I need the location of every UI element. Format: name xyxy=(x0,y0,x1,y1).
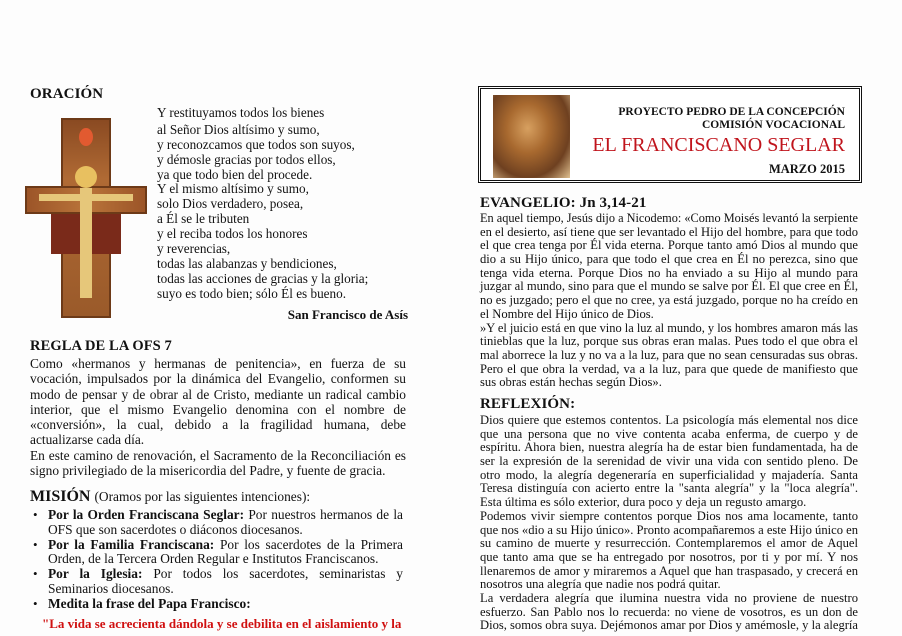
text-line: en el desierto, así tiene que ser levantado el Hijo del hombre, para que todo xyxy=(480,224,858,239)
bulletin-header xyxy=(478,86,862,183)
text-line: vocación, impulsados por la dinámica del Evangelio, conformen su xyxy=(30,371,406,387)
mision-item-line xyxy=(48,538,403,553)
text-line: Podemos vivir siempre contentos porque Dios nos ama locamente, tanto xyxy=(480,508,858,523)
header-project: PROYECTO PEDRO DE LA CONCEPCIÓN xyxy=(618,106,845,118)
header-commission: COMISIÓN VOCACIONAL xyxy=(701,119,845,131)
saint-francis-portrait xyxy=(493,95,570,178)
text-line: tenga vida eterna. Porque Dios no ha enviado a su Hijo al mundo para xyxy=(480,265,858,280)
text-line: actualizarse cada día. xyxy=(30,432,145,448)
mision-item-label: Por la Familia Franciscana: xyxy=(48,536,215,552)
poem-line: todas las alabanzas y bendiciones, xyxy=(157,255,337,271)
poem-line: a Él se le tributen xyxy=(157,211,250,227)
text-line: que una persona que no vive contenta acaba enferma, de cuerpo y de xyxy=(480,426,858,441)
text-line: no es juzgado; pero el que no cree, ya está juzgado, porque no ha creído en xyxy=(480,293,858,308)
text-line: Teresa distinguía con acierto entre la "santa alegría" y la "loca alegría". xyxy=(480,481,858,496)
reflexion-heading: REFLEXIÓN: xyxy=(480,396,576,412)
poem-line: al Señor Dios altísimo y sumo, xyxy=(157,121,320,137)
mision-list xyxy=(33,507,403,612)
mision-item-text: Por los sacerdotes de la Primera xyxy=(219,536,403,552)
poem-line: ya que todo bien del procede. xyxy=(157,166,313,182)
text-line: «conversión», la cual, debido a la fragilidad humana, debe xyxy=(30,417,406,433)
text-line: interior, que el mismo Evangelio denomina con el nombre de xyxy=(30,401,406,417)
text-line: Dios quiere que estemos contentos. La psicología más elemental nos dice xyxy=(480,413,858,427)
text-line: sus obras están hechas según Dios». xyxy=(480,375,662,390)
mision-item xyxy=(33,507,403,538)
mision-subtitle: (Oramos por las siguientes intenciones): xyxy=(94,489,311,504)
mision-item-line xyxy=(48,508,403,523)
poem-line: solo Dios verdadero, posea, xyxy=(157,196,304,212)
header-title: EL FRANCISCANO SEGLAR xyxy=(592,134,845,156)
mision-item xyxy=(33,595,403,612)
text-line: modo de pensar y de obrar al de Cristo, mediante un radical cambio xyxy=(30,386,406,402)
text-line: que nos «dio a su Hijo único». Pronto acompañaremos a este Hijo único en xyxy=(480,522,858,537)
poem-line: y el reciba todos los honores xyxy=(157,226,308,242)
text-line: Esta última es sólo exterior, dura poco y deja un regusto amargo. xyxy=(480,495,807,510)
text-line: Como «hermanos y hermanas de penitencia», en fuerza de su xyxy=(30,356,406,371)
text-line: ser la expresión de la serenidad de vivir una vida con sentido pleno. De xyxy=(480,454,858,469)
text-line: juzgar al mundo, sino para que el mundo se salve por Él. El que cree en Él, xyxy=(480,279,858,294)
mision-item-label: Por la Orden Franciscana Seglar: xyxy=(48,507,245,522)
regla-body xyxy=(30,356,406,478)
bullet-icon: • xyxy=(33,536,38,552)
text-line: La verdadera alegría que ilumina nuestra vida no proviene de nuestro xyxy=(480,590,858,605)
text-line: mal aborrece la luz y no va a la luz, para que no sean censuradas sus obras. xyxy=(480,347,858,362)
oracion-poem xyxy=(157,106,368,302)
oracion-attribution: San Francisco de Asís xyxy=(287,307,408,322)
text-line: En este camino de renovación, el Sacramento de la Reconciliación es xyxy=(30,447,406,463)
poem-line: y reconozcamos que todos son suyos, xyxy=(157,136,355,152)
san-damiano-cross-image xyxy=(25,118,147,318)
text-line: espíritu. Ahora bien, nuestra alegría ha de estar bien fundamentada, ha de xyxy=(480,440,858,455)
text-line: signo privilegiado de la misericordia del Padre, y fuente de gracia. xyxy=(30,463,386,479)
papa-francisco-quote: "La vida se acrecienta dándola y se debilita en el aislamiento y la xyxy=(42,616,402,631)
text-line: dio a su Hijo único, para que todo el que crea en Él no perezca, sino que xyxy=(480,252,858,267)
mision-item-line xyxy=(48,597,403,612)
text-line: esfuerzo. San Pablo nos lo recuerda: no viene de vosotros, es un don de xyxy=(480,604,858,619)
mision-item-line: Orden, de la Tercera Orden Regular e Institutos Franciscanos. xyxy=(48,551,379,567)
text-line: otro modo, la alegría degeneraría en superficialidad y majadería. Santa xyxy=(480,467,858,482)
mision-item xyxy=(33,536,403,568)
text-line: »Y el juicio está en que vino la luz al mundo, y los hombres amaron más las xyxy=(480,320,858,335)
text-line: En aquel tiempo, Jesús dijo a Nicodemo: «Como Moisés levantó la serpiente xyxy=(480,211,858,225)
mision-item-text: Por todos los sacerdotes, seminaristas y xyxy=(153,566,403,582)
oracion-heading: ORACIÓN xyxy=(30,86,104,102)
evangelio-heading: EVANGELIO: Jn 3,14-21 xyxy=(480,195,647,211)
text-line: que tanto ama que se ha entregado por nosotros, por ti y por mí. Y nos xyxy=(480,549,858,564)
text-line: llenaremos de amor y miraremos a Aquel que han traspasado, y crecerá en xyxy=(480,563,858,578)
mision-item-line: Seminarios diocesanos. xyxy=(48,580,174,596)
text-line: el que crea tenga por Él vida eterna. Porque tanto amó Dios al mundo que xyxy=(480,238,858,253)
mision-heading xyxy=(30,488,310,506)
text-line: el Nombre del Hijo único de Dios. xyxy=(480,306,654,321)
mision-title: MISIÓN xyxy=(30,488,91,505)
text-line: Pero el que obra la verdad, va a la luz, para que quede de manifiesto que xyxy=(480,361,858,376)
reflexion-body xyxy=(480,414,858,633)
text-line: Dios, somos obra suya. Dejémonos amar por Dios y amémosle, y la alegría xyxy=(480,618,858,633)
poem-line: y démosle gracias por todos ellos, xyxy=(157,151,336,167)
mision-item xyxy=(33,566,403,597)
mision-item-text: Por nuestros hermanos de la xyxy=(248,507,403,522)
poem-line: todas las acciones de gracias y la gloria; xyxy=(157,270,369,286)
mision-item-label: Medita la frase del Papa Francisco: xyxy=(48,595,251,611)
mision-item-line xyxy=(48,567,403,582)
regla-heading: REGLA DE LA OFS 7 xyxy=(30,338,172,354)
mision-item-label: Por la Iglesia: xyxy=(48,566,143,582)
header-date: MARZO 2015 xyxy=(768,162,845,176)
poem-line: Y el mismo altísimo y sumo, xyxy=(157,181,309,197)
text-line: su camino de muerte y resurrección. Contemplaremos el amor de Aquel xyxy=(480,536,858,551)
mision-item-line: OFS que son sacerdotes o diáconos diocesanos. xyxy=(48,521,303,537)
text-line: tinieblas que la luz, porque sus obras eran malas. Pues todo el que obra el xyxy=(480,334,858,349)
bullet-icon: • xyxy=(33,566,38,582)
text-line: nosotros una alegría que nadie nos podrá quitar. xyxy=(480,577,721,592)
poem-line: Y restituyamos todos los bienes xyxy=(157,105,325,120)
poem-line: suyo es todo bien; sólo Él es bueno. xyxy=(157,285,347,301)
bullet-icon: • xyxy=(33,595,38,611)
poem-line: y reverencias, xyxy=(157,241,231,257)
bullet-icon: • xyxy=(33,507,38,522)
evangelio-body xyxy=(480,212,858,390)
